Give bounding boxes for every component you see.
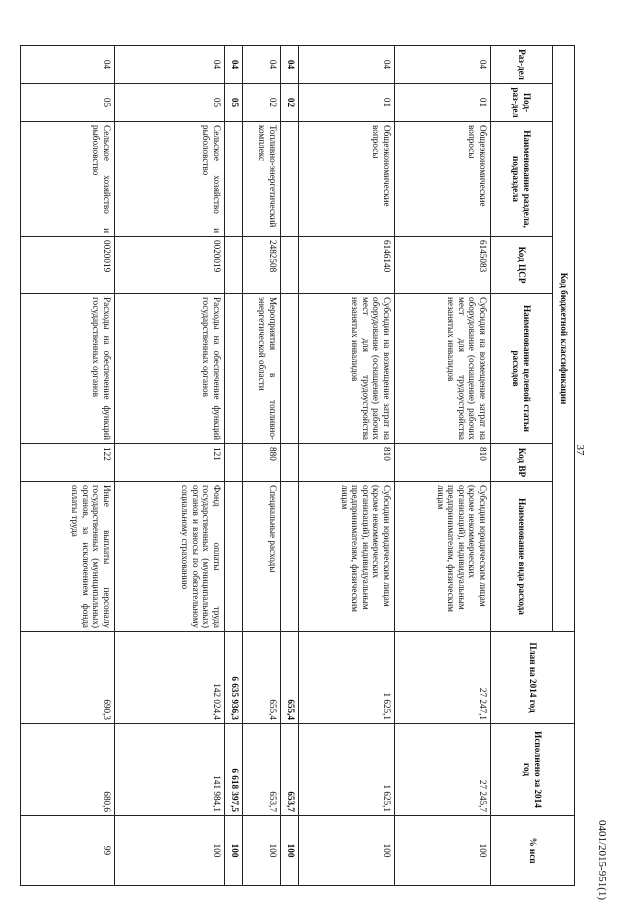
cell-rz: 04 (299, 46, 395, 84)
cell-pr: 05 (225, 84, 243, 122)
header-name-podrazdel: Наименование раздела, подраздела (491, 122, 553, 237)
cell-rz: 04 (395, 46, 491, 84)
cell-vr-name: Специальные расходы (243, 482, 281, 632)
cell-csr-name: Субсидии на возмещение затрат на оборудование (оснащение) рабочих мест для трудоустройства незанятых инвалидов (299, 294, 395, 444)
cell-done: 6 618 397,5 (225, 724, 243, 816)
cell-rz: 04 (115, 46, 225, 84)
cell-vr: 121 (115, 444, 225, 482)
cell-csr: 2482508 (243, 237, 281, 294)
cell-vr-name (281, 482, 299, 632)
cell-rz: 04 (243, 46, 281, 84)
cell-name (225, 122, 243, 237)
cell-csr-name (225, 294, 243, 444)
cell-csr-name: Расходы на обеспечение функций государственных органов (21, 294, 115, 444)
cell-plan: 655,4 (243, 632, 281, 724)
cell-pr: 01 (299, 84, 395, 122)
budget-table (20, 45, 575, 886)
cell-done: 680,6 (21, 724, 115, 816)
cell-plan: 1 625,1 (299, 632, 395, 724)
cell-rz: 04 (225, 46, 243, 84)
cell-rz: 04 (21, 46, 115, 84)
cell-name: Сельское хозяйство и рыболовство (21, 122, 115, 237)
header-vr: Код ВР (491, 444, 553, 482)
table-row (395, 46, 491, 886)
cell-pct: 100 (281, 816, 299, 886)
cell-done: 653,7 (243, 724, 281, 816)
cell-name: Общеэкономические вопросы (299, 122, 395, 237)
cell-pct: 100 (115, 816, 225, 886)
cell-vr (281, 444, 299, 482)
cell-csr: 0020019 (115, 237, 225, 294)
cell-plan: 690,3 (21, 632, 115, 724)
cell-plan: 655,4 (281, 632, 299, 724)
cell-csr: 0020019 (21, 237, 115, 294)
header-name-vr: Наименование вида расхода (491, 482, 553, 632)
cell-csr (225, 237, 243, 294)
document-id: 0401/2015-951(1) (596, 820, 608, 901)
table-row (115, 46, 225, 886)
cell-vr-name: Фонд оплаты труда государственных (муниципальных) органов и взносы по обязательному социальному страхованию (115, 482, 225, 632)
rotated-table-container (70, 45, 575, 885)
cell-vr: 810 (395, 444, 491, 482)
cell-pct: 99 (21, 816, 115, 886)
header-razdel: Раз-дел (491, 46, 553, 84)
header-csr: Код ЦСР (491, 237, 553, 294)
cell-vr-name (225, 482, 243, 632)
cell-plan: 6 635 936,3 (225, 632, 243, 724)
cell-vr (225, 444, 243, 482)
header-name-csr: Наименование целевой статьи расходов (491, 294, 553, 444)
cell-name: Топливно-энергетический комплекс (243, 122, 281, 237)
table-row (21, 46, 115, 886)
header-podrazdel: Под-раз-дел (491, 84, 553, 122)
cell-csr: 6146140 (299, 237, 395, 294)
cell-done: 653,7 (281, 724, 299, 816)
cell-csr-name: Субсидия на возмещение затрат на оборудование (оснащение) рабочих мест для трудоустройства незанятых инвалидов (395, 294, 491, 444)
cell-pct: 100 (299, 816, 395, 886)
cell-rz: 04 (281, 46, 299, 84)
header-plan: План на 2014 год (491, 632, 575, 724)
cell-vr-name: Субсидии юридическим лицам (кроме некоммерческих организаций), индивидуальным предпринимателям, физическим лицам (299, 482, 395, 632)
cell-vr: 122 (21, 444, 115, 482)
cell-pr: 05 (21, 84, 115, 122)
cell-csr-name: Мероприятия в топливно-энергетической области (243, 294, 281, 444)
cell-plan: 142 024,4 (115, 632, 225, 724)
cell-csr: 6145083 (395, 237, 491, 294)
cell-name: Сельское хозяйство и рыболовство (115, 122, 225, 237)
table-row (299, 46, 395, 886)
cell-pr: 05 (115, 84, 225, 122)
table-row-subtotal (225, 46, 243, 886)
cell-vr-name: Иные выплаты персоналу государственных (муниципальных) органов, за исключением фонда оплаты труда (21, 482, 115, 632)
header-pct: % исп (491, 816, 575, 886)
cell-done: 1 625,1 (299, 724, 395, 816)
cell-vr-name: Субсидии юридическим лицам (кроме некоммерческих организаций), индивидуальным предпринимателям, физическим лицам (395, 482, 491, 632)
page-number: 37 (574, 444, 586, 456)
cell-pct: 100 (225, 816, 243, 886)
cell-pr: 02 (243, 84, 281, 122)
cell-name: Общеэкономические вопросы (395, 122, 491, 237)
group-header: Код бюджетной классификации (553, 46, 575, 632)
cell-csr-name: Расходы на обеспечение функций государственных органов (115, 294, 225, 444)
cell-done: 141 984,1 (115, 724, 225, 816)
cell-pr: 01 (395, 84, 491, 122)
cell-csr (281, 237, 299, 294)
header-done: Исполнено за 2014 год (491, 724, 575, 816)
cell-pct: 100 (243, 816, 281, 886)
cell-pr: 02 (281, 84, 299, 122)
cell-plan: 27 247,1 (395, 632, 491, 724)
cell-vr: 810 (299, 444, 395, 482)
cell-vr: 880 (243, 444, 281, 482)
cell-pct: 100 (395, 816, 491, 886)
table-row-subtotal (281, 46, 299, 886)
cell-name (281, 122, 299, 237)
cell-csr-name (281, 294, 299, 444)
table-row (243, 46, 281, 886)
cell-done: 27 245,7 (395, 724, 491, 816)
